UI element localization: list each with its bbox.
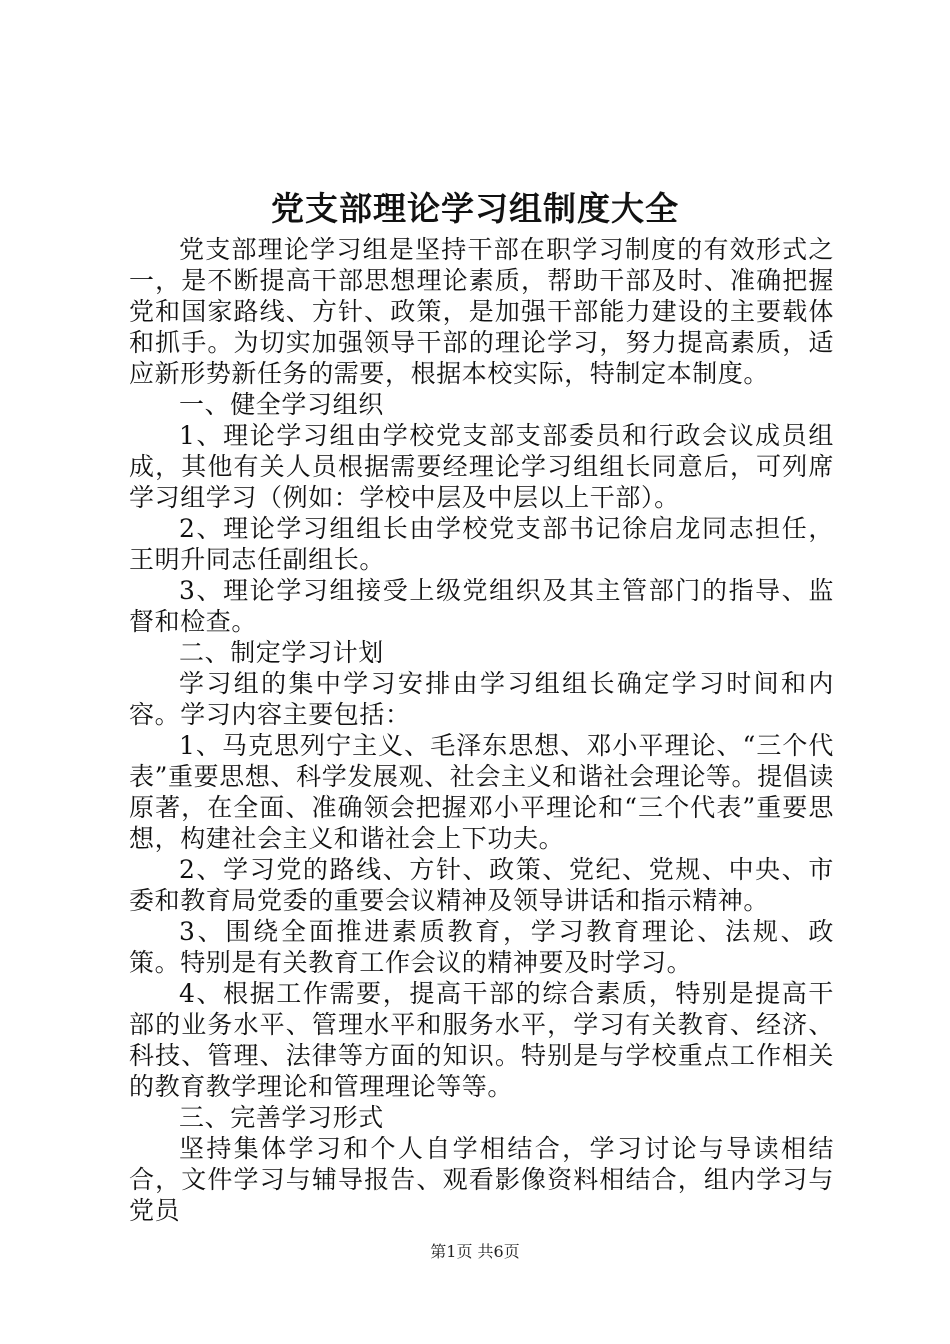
- section-heading-1: 一、健全学习组织: [179, 390, 384, 419]
- paragraph-1-2: 2、理论学习组组长由学校党支部书记徐启龙同志担任，王明升同志任副组长。: [129, 514, 834, 574]
- paragraph-intro: 党支部理论学习组是坚持干部在职学习制度的有效形式之一，是不断提高干部思想理论素质，帮助干部及时、准确把握党和国家路线、方针、政策，是加强干部能力建设的主要载体和抓手。为切实加强领导干部的理论学习，努力提高素质，适应新形势新任务的需要，根据本校实际，特制定本制度。: [129, 235, 834, 388]
- page-footer: 第1页 共6页: [430, 1242, 520, 1261]
- paragraph-2-intro: 学习组的集中学习安排由学习组组长确定学习时间和内容。学习内容主要包括：: [129, 669, 834, 729]
- paragraph-1-1: 1、理论学习组由学校党支部支部委员和行政会议成员组成，其他有关人员根据需要经理论学习组组长同意后，可列席学习组学习（例如：学校中层及中层以上干部）。: [129, 421, 834, 512]
- paragraph-2-4: 4、根据工作需要，提高干部的综合素质，特别是提高干部的业务水平、管理水平和服务水平，学习有关教育、经济、科技、管理、法律等方面的知识。特别是与学校重点工作相关的教育教学理论和管理理论等等。: [129, 979, 834, 1101]
- paragraph-1-3: 3、理论学习组接受上级党组织及其主管部门的指导、监督和检查。: [129, 576, 834, 636]
- document-title: 党支部理论学习组制度大全: [271, 189, 679, 228]
- paragraph-2-2: 2、学习党的路线、方针、政策、党纪、党规、中央、市委和教育局党委的重要会议精神及领导讲话和指示精神。: [129, 855, 834, 915]
- document-body: [129, 234, 834, 1226]
- section-heading-2: 二、制定学习计划: [179, 638, 384, 667]
- section-heading-3: 三、完善学习形式: [179, 1103, 384, 1132]
- paragraph-2-3: 3、围绕全面推进素质教育，学习教育理论、法规、政策。特别是有关教育工作会议的精神要及时学习。: [129, 917, 834, 977]
- paragraph-3-1: 坚持集体学习和个人自学相结合，学习讨论与导读相结合，文件学习与辅导报告、观看影像资料相结合，组内学习与党员: [129, 1134, 834, 1225]
- paragraph-2-1: 1、马克思列宁主义、毛泽东思想、邓小平理论、“三个代表”重要思想、科学发展观、社会主义和谐社会理论等。提倡读原著，在全面、准确领会把握邓小平理论和“三个代表”重要思想，构建社会主义和谐社会上下功夫。: [129, 731, 834, 853]
